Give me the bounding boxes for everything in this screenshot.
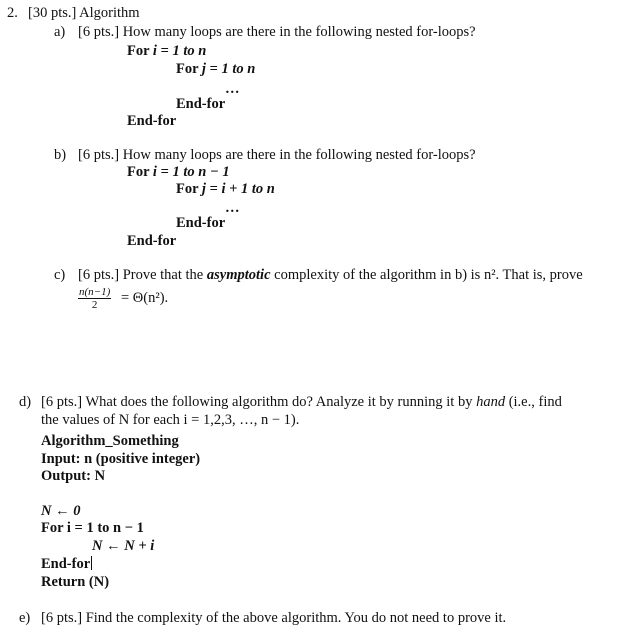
part-b-ellipsis: …: [225, 200, 240, 216]
loop-var: j: [201, 61, 206, 77]
algorithm-return: Return (N): [41, 574, 110, 590]
end-for-text: End-for: [41, 556, 91, 572]
fraction-numerator: n(n−1): [79, 286, 111, 298]
part-d-prompt-line1: [41, 393, 562, 411]
part-b-outer-for: [127, 163, 230, 181]
part-a-ellipsis: …: [225, 81, 240, 97]
part-e-label: e): [19, 610, 31, 626]
algorithm-for: For i = 1 to n − 1: [41, 520, 144, 536]
part-a-outer-for: [127, 42, 206, 60]
algorithm-name: Algorithm_Something: [41, 433, 179, 449]
fraction-denominator: 2: [91, 299, 98, 311]
loop-var: i: [152, 43, 157, 59]
part-a-inner-for: [176, 60, 255, 78]
equals: =: [156, 43, 173, 59]
text-cursor: [91, 556, 92, 570]
part-a-label: a): [54, 24, 66, 40]
keyword: For: [127, 164, 150, 180]
formula-fraction: [78, 286, 111, 311]
part-a-end-outer: End-for: [127, 113, 177, 129]
part-a-end-inner: End-for: [176, 96, 226, 112]
part-c-prompt: [78, 266, 583, 284]
keyword: For: [176, 181, 199, 197]
loop-range: 1 to n: [221, 61, 256, 77]
part-b-prompt: [6 pts.] How many loops are there in the following nested for-loops?: [78, 147, 476, 163]
question-number: 2.: [7, 5, 18, 21]
prompt-end: complexity of the algorithm in b) is n². That is, prove: [270, 267, 583, 283]
keyword: For: [176, 61, 199, 77]
loop-var: i: [152, 164, 157, 180]
prompt-end: (i.e., find: [505, 394, 562, 410]
loop-range: 1 to n: [172, 43, 207, 59]
equals: =: [156, 164, 173, 180]
part-e-prompt: [6 pts.] Find the complexity of the above algorithm. You do not need to prove it.: [41, 610, 507, 626]
formula-theta: = Θ(n²).: [121, 290, 169, 306]
loop-var: j: [201, 181, 206, 197]
equals: =: [205, 181, 222, 197]
algorithm-init: N ← 0: [41, 503, 81, 519]
loop-range: 1 to n − 1: [172, 164, 230, 180]
equals: =: [205, 61, 222, 77]
part-d-label: d): [19, 394, 32, 410]
prompt-emphasis: hand: [476, 394, 506, 410]
algorithm-output: Output: N: [41, 468, 106, 484]
part-a-prompt: [6 pts.] How many loops are there in the following nested for-loops?: [78, 24, 476, 40]
prompt-start: [6 pts.] What does the following algorithm do? Analyze it by running it by: [41, 394, 477, 410]
question-title: [30 pts.] Algorithm: [28, 5, 140, 21]
part-b-end-outer: End-for: [127, 233, 177, 249]
part-c-label: c): [54, 267, 66, 283]
algorithm-input: Input: n (positive integer): [41, 451, 201, 467]
part-d-prompt-line2: the values of N for each i = 1,2,3, …, n − 1).: [41, 412, 300, 428]
part-b-end-inner: End-for: [176, 215, 226, 231]
prompt-start: [6 pts.] Prove that the: [78, 267, 207, 283]
algorithm-body: N ← N + i: [92, 538, 155, 554]
part-b-label: b): [54, 147, 67, 163]
algorithm-end-for: [41, 555, 92, 573]
keyword: For: [127, 43, 150, 59]
prompt-emphasis: asymptotic: [206, 267, 271, 283]
part-b-inner-for: [176, 180, 275, 198]
loop-range: i + 1 to n: [221, 181, 275, 197]
